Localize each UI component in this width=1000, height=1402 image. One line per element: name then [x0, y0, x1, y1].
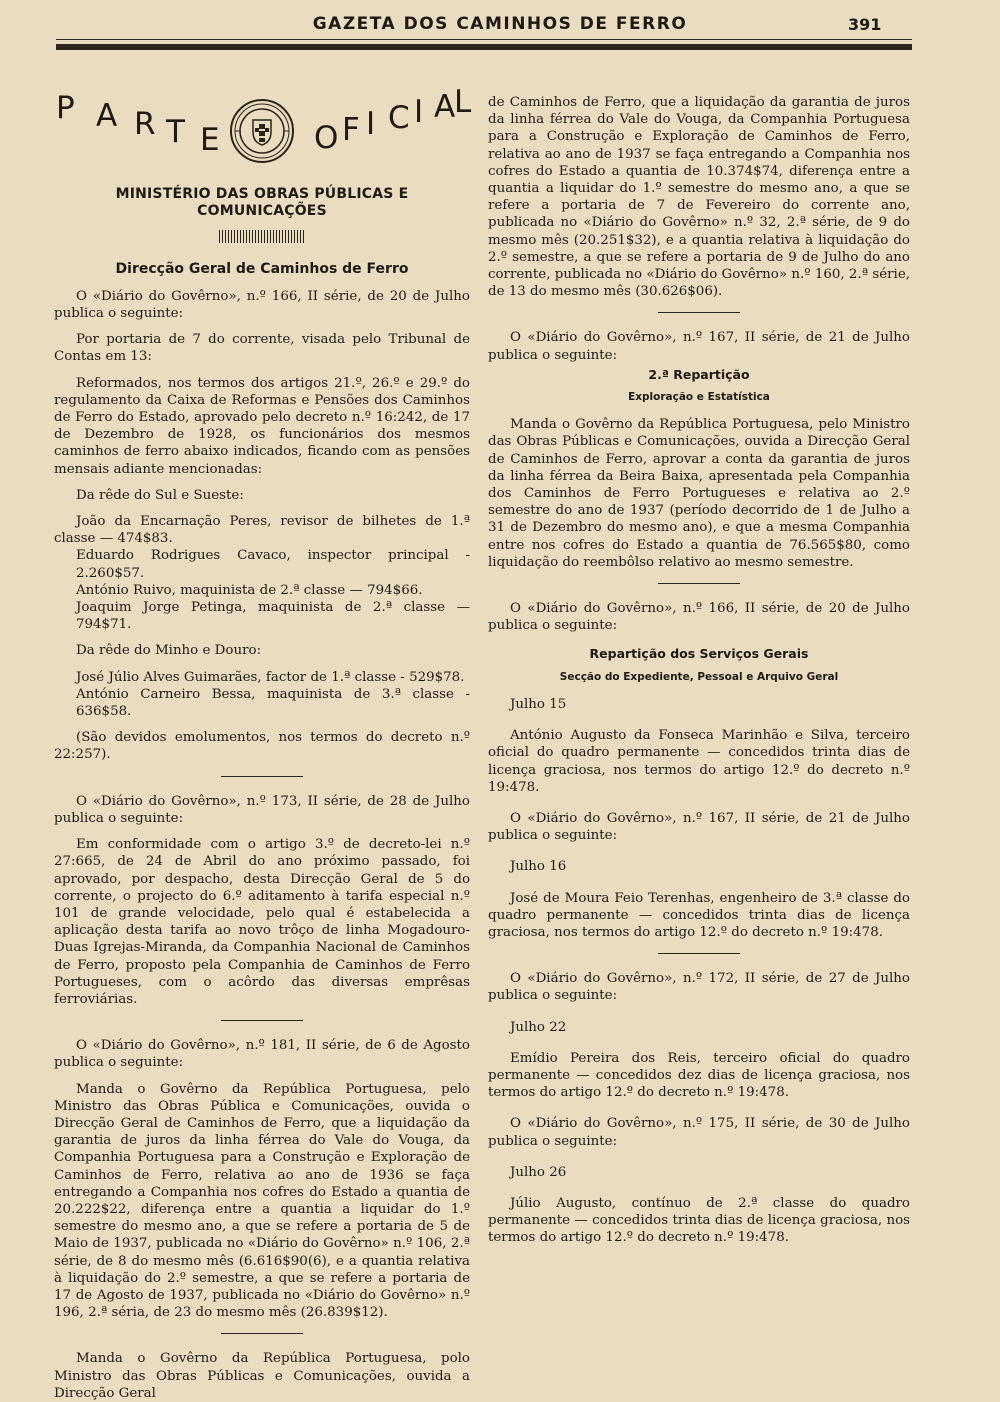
subsection-heading: Secção do Expediente, Pessoal e Arquivo Geral	[559, 670, 839, 683]
ornament	[54, 230, 470, 248]
paragraph: José de Moura Feio Terenhas, engenheiro de 3.ª classe do quadro permanente — concedidos trinta dias de licença graciosa, nos termos do artigo 12.º do decreto n.º 19:478.	[488, 890, 910, 940]
paragraph: Manda o Govêrno da República Portuguesa, pelo Ministro das Obras Pública e Comunicações, ouvida o Direcção Geral de Caminhos de Ferro, que a liquidação da garantia de juros da linha férrea do Vale do Vouga, da Companhia Portuguesa para a Construção e Exploração de Caminhos de Ferro, relativa ao ano de 1936 se faça entregando a Companhia nos cofres do Estado a quantia de 20.222$22, diferença entre a quantia a liquidar do 1.º semestre do mesmo ano, a que se refere a portaria de 5 de Maio de 1937, publicada no «Diário do Govêrno» n.º 106, 2.ª série, de 8 do mesmo mês (6.616$90(6), e a quantia relativa à liquidação do 2.º semestre, a que se refere a portaria de 17 de Agosto de 1937, publicada no «Diário do Govêrno» n.º 196, 2.ª séria, de 23 do mesmo mês (26.839$12).	[54, 1081, 470, 1321]
paragraph: Júlio Augusto, contínuo de 2.ª classe do quadro permanente — concedidos trinta dias de licença graciosa, nos termos do artigo 12.º do decreto n.º 19:478.	[488, 1195, 910, 1246]
header-rule-thick	[56, 44, 912, 50]
ministry-heading: MINISTÉRIO DAS OBRAS PÚBLICAS E COMUNICAÇÕES	[115, 186, 409, 220]
date-line: Julho 22	[510, 1019, 567, 1035]
divider	[658, 583, 740, 584]
portuguese-coat-of-arms-icon	[229, 98, 295, 164]
section-heading: Repartição dos Serviços Gerais	[589, 646, 809, 662]
divider	[221, 1020, 303, 1021]
date-line: Julho 15	[510, 696, 567, 712]
list-item: Eduardo Rodrigues Cavaco, inspector principal - 2.260$57.	[76, 548, 470, 581]
paragraph: Manda o Govêrno da República Portuguesa, pelo Ministro das Obras Públicas e Comunicações, ouvida a Direcção Geral de Caminhos de Ferro, aprovar a conta da garantia de juros da linha férrea da Beira Baixa, apresentada pela Companhia dos Caminhos de Ferro Portugueses e relativa ao 2.º semestre do ano de 1937 (período decorrido de 1 de Julho a 31 de Dezembro do mesmo ano), e que a mesma Companhia entre nos cofres do Estado a quantia de 76.565$80, como liquidação do reembôlso relativo ao mesmo semestre.	[488, 417, 910, 570]
masthead-letter: I	[414, 94, 424, 130]
paragraph: Manda o Govêrno da República Portuguesa, polo Ministro das Obras Públicas e Comunicações, ouvida a Direcção Geral	[54, 1351, 470, 1401]
masthead	[54, 84, 472, 188]
paragraph: Reformados, nos termos dos artigos 21.º, 26.º e 29.º do regulamento da Caixa de Reformas e Pensões dos Caminhos de Ferro do Estado, aprovado pelo decreto n.º 16:242, de 17 de Dezembro de 1928, os funcionários dos mesmos caminhos de ferro abaixo indicados, ficando com as pensões mensais adiante mencionadas:	[54, 375, 470, 477]
divider	[658, 953, 740, 954]
list-item: António Carneiro Bessa, maquinista de 3.ª classe - 636$58.	[76, 686, 470, 720]
list-item: João da Encarnação Peres, revisor de bilhetes de 1.ª classe — 474$83.	[54, 514, 470, 547]
date-line: Julho 16	[510, 859, 567, 875]
paragraph: O «Diário do Govêrno», n.º 175, II série, de 30 de Julho publica o seguinte:	[488, 1116, 910, 1149]
masthead-letter: F	[342, 112, 360, 148]
journal-title: GAZETA DOS CAMINHOS DE FERRO	[312, 14, 688, 34]
masthead-letter: C	[388, 100, 410, 136]
list-heading: Da rêde do Minho e Douro:	[76, 643, 262, 659]
paragraph: Por portaria de 7 do corrente, visada pelo Tribunal de Contas em 13:	[54, 332, 470, 365]
list-item: José Júlio Alves Guimarães, factor de 1.ª classe - 529$78.	[76, 669, 465, 685]
list-item: António Ruivo, maquinista de 2.ª classe — 794$66.	[76, 582, 423, 598]
paragraph: O «Diário do Govêrno», n.º 166, II série, de 20 de Julho publica o seguinte:	[54, 288, 470, 322]
date-line: Julho 26	[510, 1164, 567, 1180]
masthead-letter: L	[454, 84, 472, 120]
paragraph: O «Diário do Govêrno», n.º 181, II série, de 6 de Agosto publica o seguinte:	[54, 1038, 470, 1071]
paragraph: (São devidos emolumentos, nos termos do decreto n.º 22:257).	[54, 730, 470, 763]
paragraph: O «Diário do Govêrno», n.º 167, II série, de 21 de Julho publica o seguinte:	[488, 810, 910, 844]
left-column	[54, 84, 472, 1402]
paragraph: O «Diário do Govêrno», n.º 166, II série, de 20 de Julho publica o seguinte:	[488, 601, 910, 634]
paragraph: Em conformidade com o artigo 3.º de decreto-lei n.º 27:665, de 24 de Abril do ano próximo passado, foi aprovado, por despacho, desta Direcção Geral de 5 do corrente, o projecto do 6.º aditamento à tarifa especial n.º 101 de grande velocidade, pelo qual é estabelecida a aplicação desta tarifa ao novo trôço de linha Mogadouro-Duas Igrejas-Miranda, da Companhia Nacional de Caminhos de Ferro, proposto pela Companhia de Caminhos de Ferro Portugueses, com o acôrdo das diversas emprêsas ferroviárias.	[54, 837, 470, 1007]
paragraph: de Caminhos de Ferro, que a liquidação da garantia de juros da linha férrea do Vale do Vouga, da Companhia Portuguesa para a Construção e Exploração de Caminhos de Ferro, relativa ao ano de 1937 se faça entregando a Companhia nos cofres do Estado a quantia de 10.374$74, diferença entre a quantia a liquidar do 1.º semestre do mesmo ano, a que se refere a portaria de 7 de Fevereiro do corrente ano, publicada no «Diário do Govêrno» n.º 32, 2.ª série, de 9 do mesmo mês (20.251$32), e a quantia relativa à liquidação do 2.º semestre, a que se refere a portaria de 9 de Julho do ano corrente, publicada no «Diário do Govêrno» n.º 160, 2.ª série, de 13 do mesmo mês (30.626$06).	[488, 95, 910, 300]
paragraph: O «Diário do Govêrno», n.º 173, II série, de 28 de Julho publica o seguinte:	[54, 793, 470, 826]
divider	[658, 312, 740, 313]
masthead-letter: P	[56, 90, 75, 126]
list-item: Joaquim Jorge Petinga, maquinista de 2.ª classe — 794$71.	[76, 600, 470, 633]
masthead-letter: A	[96, 98, 118, 134]
subsection-heading: Exploração e Estatística	[628, 391, 770, 404]
masthead-letter: O	[314, 120, 339, 156]
masthead-letter: A	[434, 89, 456, 125]
page-number: 391	[848, 15, 882, 34]
divider	[221, 776, 303, 777]
paragraph: O «Diário do Govêrno», n.º 167, II série, de 21 de Julho publica o seguinte:	[488, 330, 910, 363]
section-heading: 2.ª Repartição	[648, 366, 750, 382]
masthead-letter: E	[200, 122, 220, 158]
paragraph: António Augusto da Fonseca Marinhão e Silva, terceiro oficial do quadro permanente — concedidos trinta dias de licença graciosa, nos termos do artigo 12.º do decreto n.º 19:478.	[488, 728, 910, 795]
direction-heading: Direcção Geral de Caminhos de Ferro	[115, 260, 409, 277]
paragraph: Emídio Pereira dos Reis, terceiro oficial do quadro permanente — concedidos dez dias de licença graciosa, nos termos do artigo 12.º do decreto n.º 19:478.	[488, 1050, 910, 1101]
header-rule-thin	[56, 39, 912, 40]
masthead-letter: R	[134, 106, 156, 142]
right-column	[488, 94, 910, 1247]
paragraph: O «Diário do Govêrno», n.º 172, II série, de 27 de Julho publica o seguinte:	[488, 971, 910, 1004]
list-heading: Da rêde do Sul e Sueste:	[76, 487, 244, 503]
masthead-letter: I	[366, 106, 376, 142]
masthead-letter: T	[166, 114, 185, 150]
divider	[221, 1333, 303, 1334]
